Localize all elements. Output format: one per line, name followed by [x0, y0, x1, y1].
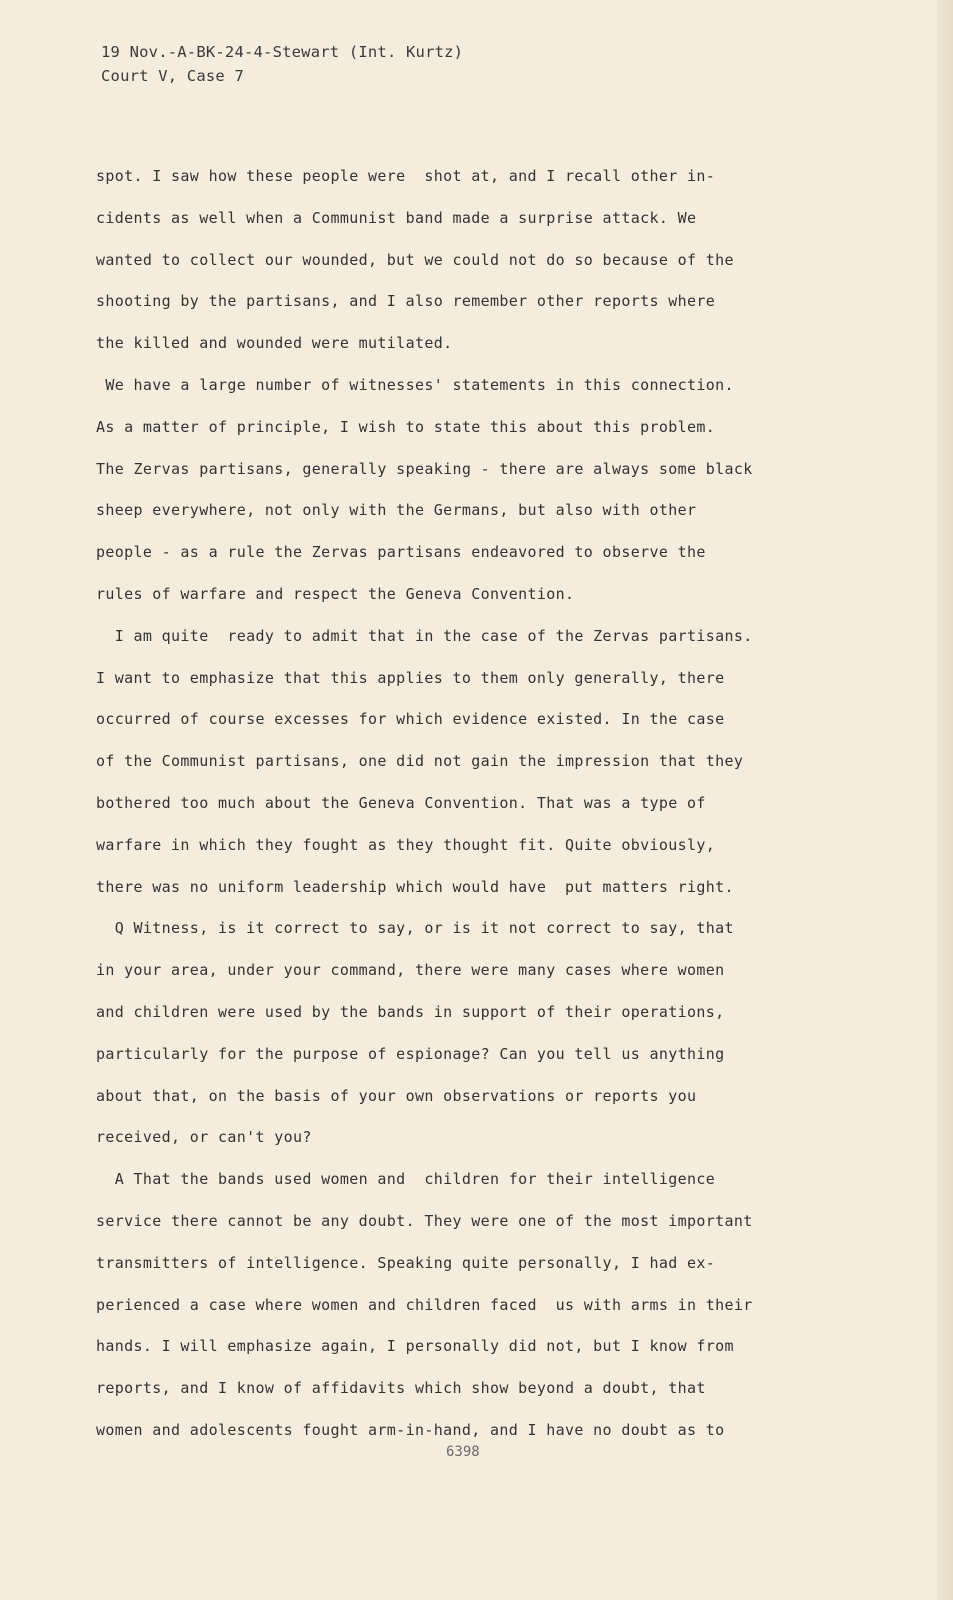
text-line: reports, and I know of affidavits which show beyond a doubt, that	[96, 1379, 706, 1398]
text-line: hands. I will emphasize again, I personally did not, but I know from	[96, 1337, 734, 1356]
text-line: spot. I saw how these people were shot at, and I recall other in-	[96, 167, 716, 185]
text-line: shooting by the partisans, and I also remember other reports where	[96, 292, 716, 311]
text-line: women and adolescents fought arm-in-hand, and I have no doubt as to	[96, 1420, 725, 1439]
text-line: A That the bands used women and children for their intelligence	[96, 1170, 716, 1189]
text-line: The Zervas partisans, generally speaking - there are always some black	[96, 459, 753, 478]
text-line: and children were used by the bands in support of their operations,	[96, 1002, 725, 1021]
text-line: I am quite ready to admit that in the case of the Zervas partisans.	[96, 626, 753, 645]
text-line: perienced a case where women and children faced us with arms in their	[96, 1295, 753, 1314]
text-line: occurred of course excesses for which evidence existed. In the case	[96, 710, 725, 729]
text-line: there was no uniform leadership which would have put matters right.	[96, 877, 734, 896]
text-line: Q Witness, is it correct to say, or is it not correct to say, that	[96, 919, 734, 938]
header-line-1: 19 Nov.-A-BK-24-4-Stewart (Int. Kurtz)	[101, 43, 464, 61]
text-line: As a matter of principle, I wish to state this about this problem.	[96, 417, 716, 436]
text-line: service there cannot be any doubt. They were one of the most important	[96, 1211, 753, 1230]
text-line: warfare in which they fought as they thought fit. Quite obviously,	[96, 835, 716, 854]
header-line-2: Court V, Case 7	[101, 67, 244, 85]
text-line: particularly for the purpose of espionage? Can you tell us anything	[96, 1044, 725, 1063]
text-line: transmitters of intelligence. Speaking quite personally, I had ex-	[96, 1253, 716, 1272]
text-line: cidents as well when a Communist band made a surprise attack. We	[96, 208, 697, 227]
text-line: of the Communist partisans, one did not gain the impression that they	[96, 752, 744, 771]
page-edge	[937, 0, 953, 1600]
text-line: sheep everywhere, not only with the Germans, but also with other	[96, 501, 697, 520]
text-line: bothered too much about the Geneva Convention. That was a type of	[96, 793, 706, 812]
page-number: 6398	[446, 1444, 480, 1460]
text-line: We have a large number of witnesses' statements in this connection.	[96, 375, 734, 394]
text-line: I want to emphasize that this applies to them only generally, there	[96, 668, 725, 687]
text-line: received, or can't you?	[96, 1128, 312, 1147]
document-header	[101, 40, 463, 88]
text-line: in your area, under your command, there were many cases where women	[96, 961, 725, 980]
text-line: wanted to collect our wounded, but we could not do so because of the	[96, 250, 734, 269]
text-line: people - as a rule the Zervas partisans endeavored to observe the	[96, 543, 706, 562]
text-line: rules of warfare and respect the Geneva Convention.	[96, 584, 575, 603]
text-line: the killed and wounded were mutilated.	[96, 334, 453, 353]
text-line: about that, on the basis of your own observations or reports you	[96, 1086, 697, 1105]
transcript-body	[96, 156, 836, 1452]
